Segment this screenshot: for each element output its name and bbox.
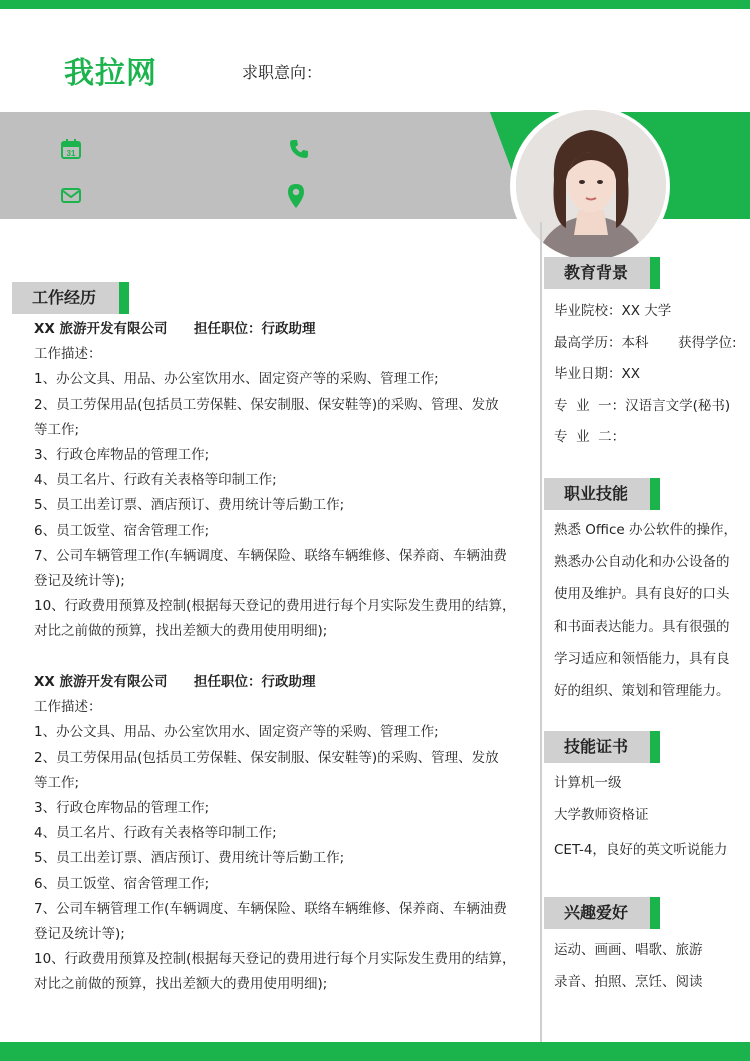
column-divider (540, 222, 542, 1042)
cert-item: 大学教师资格证 (554, 807, 649, 823)
phone-icon (288, 138, 310, 160)
hobby-line: 运动、画画、唱歌、旅游 (554, 942, 703, 958)
section-header-skills: 职业技能 (544, 478, 660, 510)
cert-item: CET-4，良好的英文听说能力 (554, 842, 728, 858)
cert-item: 计算机一级 (554, 775, 622, 791)
work-duty-line: 10、行政费用预算及控制(根据每天登记的费用进行每个月实际发生费用的结算， (34, 951, 516, 968)
work-desc-label: 工作描述： (34, 346, 102, 363)
skills-line: 使用及维护。具有良好的口头 (554, 586, 730, 603)
job-intent-label: 求职意向： (242, 63, 323, 82)
work-desc-label: 工作描述： (34, 699, 102, 716)
work-duty-line: 对比之前做的预算，找出差额大的费用使用明细); (34, 623, 328, 640)
work-duty-line: 5、员工出差订票、酒店预订、费用统计等后勤工作; (34, 850, 345, 867)
work-duty-line: 4、员工名片、行政有关表格等印制工作; (34, 825, 277, 842)
skills-line: 熟悉办公自动化和办公设备的 (554, 554, 730, 571)
work-duty-line: 等工作; (34, 421, 80, 438)
work-duty-line: 4、员工名片、行政有关表格等印制工作; (34, 472, 277, 489)
work-duty-line: 7、公司车辆管理工作(车辆调度、车辆保险、联络车辆维修、保养商、车辆油费 (34, 900, 507, 917)
work-duty-line: 1、办公文具、用品、办公室饮用水、固定资产等的采购、管理工作; (34, 724, 439, 741)
work-duty-line: 10、行政费用预算及控制(根据每天登记的费用进行每个月实际发生费用的结算， (34, 598, 516, 615)
section-header-education: 教育背景 (544, 257, 660, 289)
calendar-icon (60, 138, 82, 160)
work-duty-line: 3、行政仓库物品的管理工作; (34, 447, 210, 463)
location-pin-icon (286, 183, 306, 209)
profile-photo (516, 110, 666, 260)
edu-school: 毕业院校：XX 大学 (554, 303, 672, 319)
work-duty-line: 2、员工劳保用品(包括员工劳保鞋、保安制服、保安鞋等)的采购、管理、发放 (34, 749, 499, 766)
work-duty-line: 5、员工出差订票、酒店预订、费用统计等后勤工作; (34, 497, 345, 514)
bottom-accent-bar (0, 1042, 750, 1061)
edu-grad-date: 毕业日期：XX (554, 366, 640, 382)
work-duty-line: 2、员工劳保用品(包括员工劳保鞋、保安制服、保安鞋等)的采购、管理、发放 (34, 396, 499, 413)
section-header-hobbies: 兴趣爱好 (544, 897, 660, 929)
work-duty-line: 登记及统计等); (34, 573, 125, 589)
hobby-line: 录音、拍照、烹饪、阅读 (554, 974, 703, 990)
work-duty-line: 3、行政仓库物品的管理工作; (34, 800, 210, 816)
work-duty-line: 对比之前做的预算，找出差额大的费用使用明细); (34, 976, 328, 993)
work-company: XX 旅游开发有限公司 (34, 321, 168, 337)
work-company: XX 旅游开发有限公司 (34, 674, 168, 690)
edu-degree: 最高学历：本科 (554, 335, 649, 351)
work-duty-line: 6、员工饭堂、宿舍管理工作; (34, 875, 210, 892)
svg-text:31: 31 (66, 149, 76, 158)
work-duty-line: 6、员工饭堂、宿舍管理工作; (34, 522, 210, 539)
edu-degree-obtained: 获得学位: (678, 335, 737, 351)
skills-line: 学习适应和领悟能力，具有良 (554, 650, 730, 667)
section-header-work: 工作经历 (12, 282, 129, 314)
top-accent-bar (0, 0, 750, 9)
skills-line: 熟悉 Office 办公软件的操作， (554, 522, 737, 538)
work-position: 担任职位：行政助理 (194, 674, 316, 690)
edu-major2: 专 业 二： (554, 429, 626, 445)
work-duty-line: 1、办公文具、用品、办公室饮用水、固定资产等的采购、管理工作; (34, 371, 439, 388)
skills-line: 和书面表达能力。具有很强的 (554, 618, 730, 635)
skills-line: 好的组织、策划和管理能力。 (554, 683, 730, 699)
brand-logo: 我拉网 (64, 56, 157, 91)
mail-icon (60, 184, 82, 206)
work-duty-line: 等工作; (34, 774, 80, 791)
work-position: 担任职位：行政助理 (194, 321, 316, 337)
edu-major1: 专 业 一：汉语言文学(秘书) (554, 398, 731, 414)
section-header-certs: 技能证书 (544, 731, 660, 763)
work-duty-line: 登记及统计等); (34, 926, 125, 942)
work-duty-line: 7、公司车辆管理工作(车辆调度、车辆保险、联络车辆维修、保养商、车辆油费 (34, 547, 507, 564)
